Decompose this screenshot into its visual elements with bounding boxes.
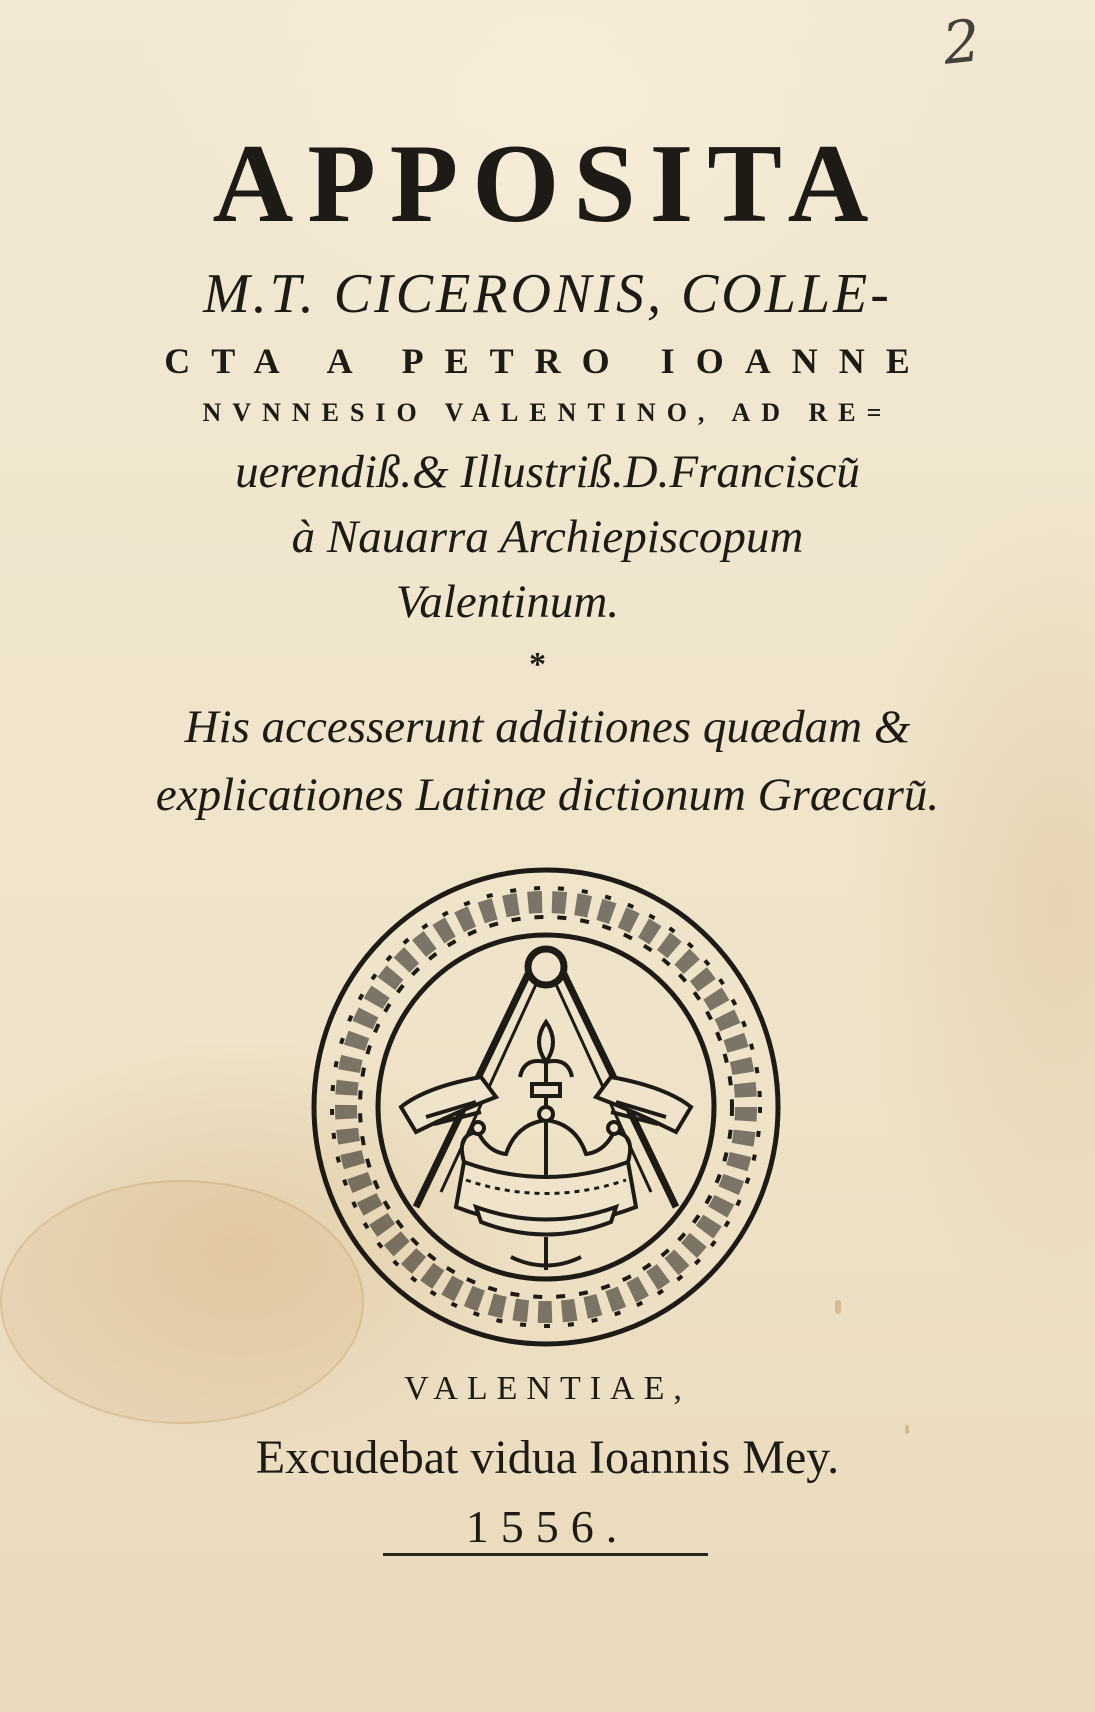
- addition-line-1: His accesserunt additiones quædam &: [184, 701, 911, 753]
- imprint-printer: Excudebat vidua Ioannis Mey.: [255, 1431, 840, 1484]
- title-line-5: à Nauarra Archiepiscopum: [291, 511, 804, 563]
- title-line-4: uerendiß.& Illustriß.D.Franciscu͂: [235, 446, 860, 498]
- underline-rule: [383, 1553, 708, 1556]
- title-line-1: M.T. CICERONIS, COLLE-: [203, 263, 892, 325]
- addition-line-2: explicationes Latinæ dictionum Græcaru͂.: [155, 769, 940, 821]
- shelfmark-number: 2: [939, 6, 984, 78]
- title-line-3: NVNNESIO VALENTINO, AD RE=: [202, 398, 893, 427]
- imprint-city: VALENTIAE,: [404, 1370, 691, 1407]
- asterisk-ornament: *: [529, 646, 546, 683]
- printer-device-emblem: [306, 862, 786, 1352]
- title-line-2: CTA A PETRO IOANNE: [164, 341, 931, 381]
- foxing-spot: [835, 1300, 841, 1314]
- title-line-6: Valentinum.: [395, 576, 620, 628]
- imprint-year: 1556.: [465, 1501, 630, 1552]
- book-title: APPOSITA: [212, 122, 883, 246]
